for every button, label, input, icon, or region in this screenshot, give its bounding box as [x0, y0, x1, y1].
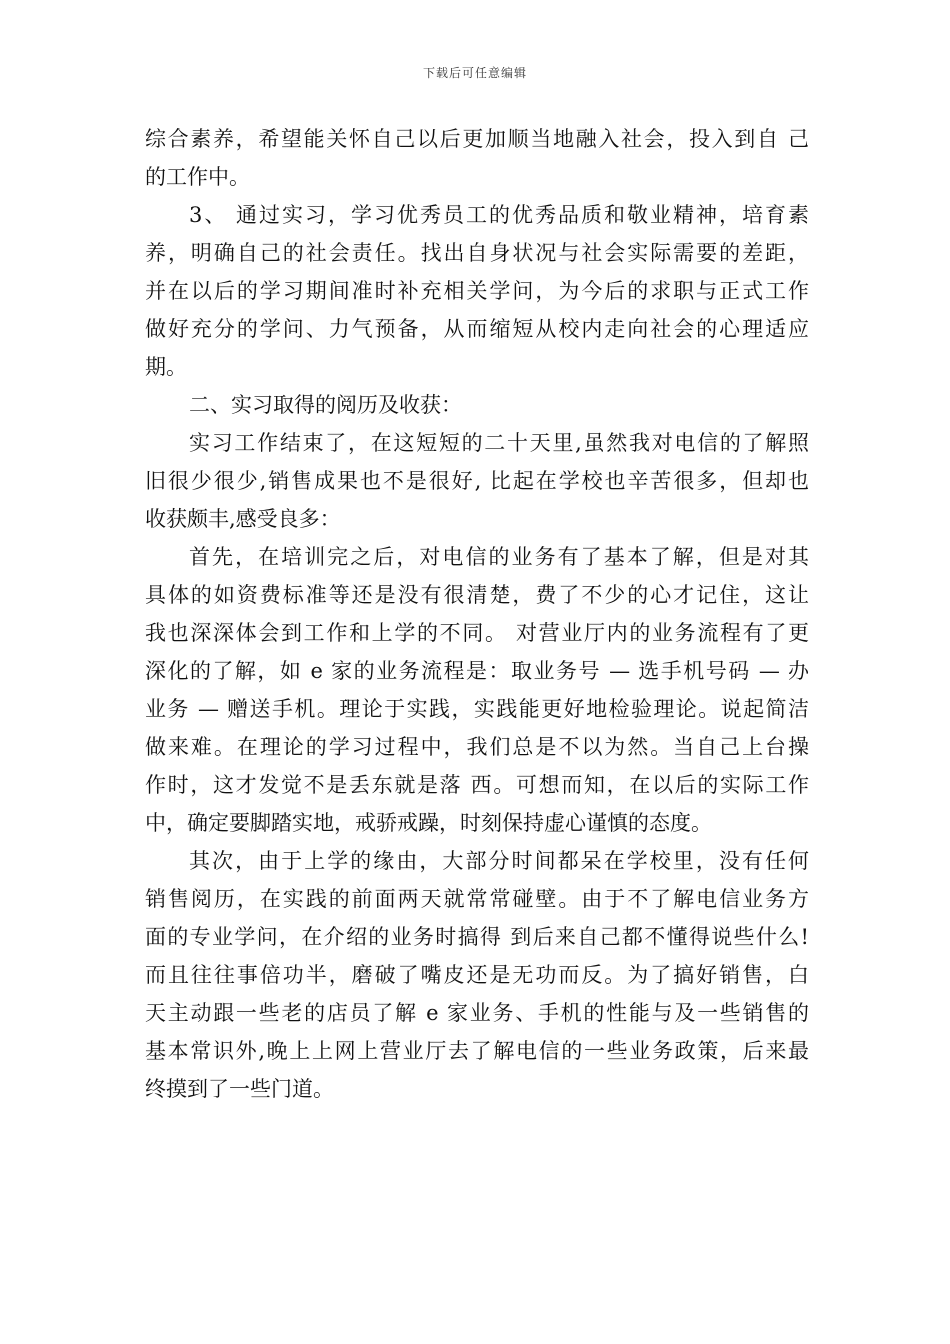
text-line: 业务 — 赠送手机。理论于实践，实践能更好地检验理论。说起简洁: [145, 697, 809, 721]
text-line: 天主动跟一些老的店员了解 e 家业务、手机的性能与及一些销售的: [145, 1001, 809, 1025]
text-line: 中，确定要脚踏实地，戒骄戒躁，时刻保持虚心谨慎的态度。: [145, 811, 712, 835]
text-line: 的工作中。: [145, 165, 250, 189]
text-line: 做来难。在理论的学习过程中，我们总是不以为然。当自己上台操: [145, 735, 809, 759]
text-line: 终摸到了一些门道。: [145, 1077, 334, 1101]
text-line: 实习工作结束了，在这短短的二十天里,虽然我对电信的了解照: [189, 431, 809, 455]
text-line: 而且往往事倍功半，磨破了嘴皮还是无功而反。为了搞好销售，白: [145, 963, 809, 987]
text-line: 深化的了解，如 e 家的业务流程是：取业务号 — 选手机号码 — 办: [145, 659, 809, 683]
text-line: 3、 通过实习，学习优秀员工的优秀品质和敬业精神，培育素: [189, 203, 809, 227]
text-line: 收获颇丰,感受良多：: [145, 507, 341, 531]
document-body: [145, 120, 809, 1108]
text-line: 旧很少很少,销售成果也不是很好, 比起在学校也辛苦很多，但却也: [145, 469, 809, 493]
text-line: 并在以后的学习期间准时补充相关学问，为今后的求职与正式工作: [145, 279, 809, 303]
text-line: 我也深深体会到工作和上学的不同。 对营业厅内的业务流程有了更: [145, 621, 809, 645]
text-line: 做好充分的学问、力气预备，从而缩短从校内走向社会的心理适应: [145, 317, 809, 341]
text-line: 作时，这才发觉不是丢东就是落 西。可想而知，在以后的实际工作: [145, 773, 809, 797]
text-line: 其次，由于上学的缘由，大部分时间都呆在学校里，没有任何: [189, 849, 809, 873]
text-line: 养，明确自己的社会责任。找出自身状况与社会实际需要的差距，: [145, 241, 809, 265]
text-line: 期。: [145, 355, 187, 379]
text-line: 具体的如资费标准等还是没有很清楚，费了不少的心才记住，这让: [145, 583, 809, 607]
text-line: 销售阅历，在实践的前面两天就常常碰壁。由于不了解电信业务方: [145, 887, 809, 911]
page-header: 下载后可任意编辑: [422, 66, 527, 80]
text-line: 面的专业学问，在介绍的业务时搞得 到后来自己都不懂得说些什么!: [145, 925, 809, 949]
text-line: 基本常识外,晚上上网上营业厅去了解电信的一些业务政策，后来最: [145, 1039, 809, 1063]
text-line: 综合素养，希望能关怀自己以后更加顺当地融入社会，投入到自 己: [145, 127, 809, 151]
text-line: 二、实习取得的阅历及收获：: [189, 393, 462, 417]
text-line: 首先，在培训完之后，对电信的业务有了基本了解，但是对其: [189, 545, 809, 569]
